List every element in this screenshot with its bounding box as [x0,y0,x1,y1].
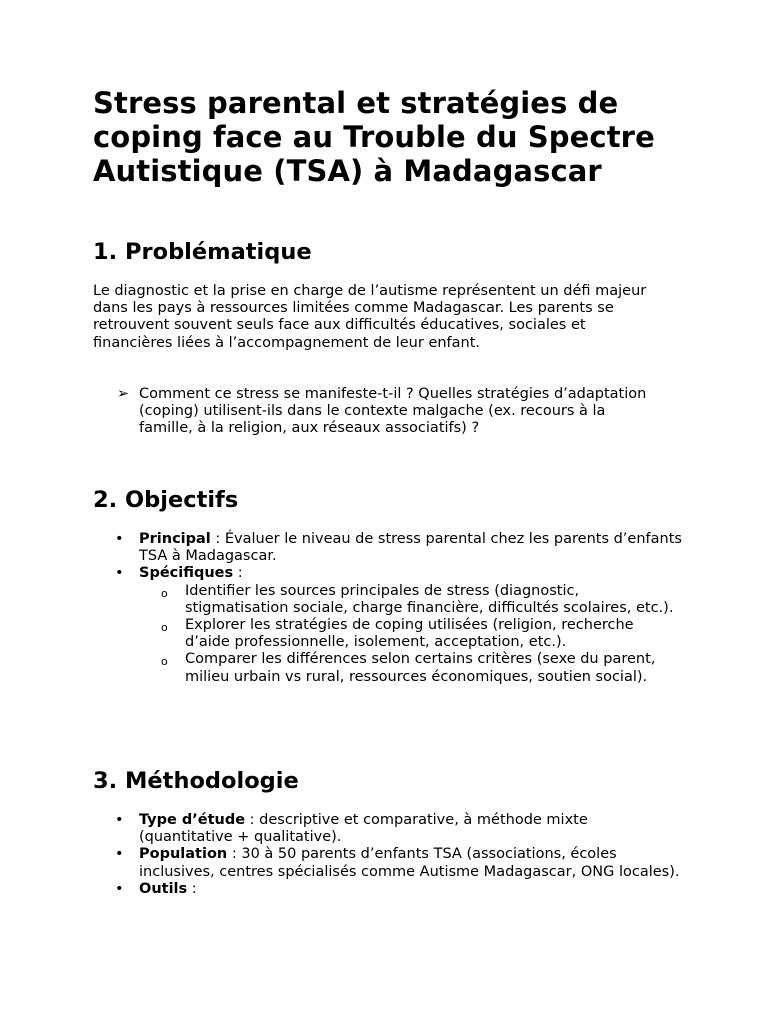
objectifs-list [93,531,683,686]
list-item-outils [93,881,683,898]
specifique-item-text: Comparer les différences selon certains critères (sexe du parent, milieu urbain vs rural, ressources économiques, soutien social). [185,651,656,685]
specifiques-text: : [233,565,243,582]
arrow-bullet-icon: ➢ [117,386,130,402]
specifiques-sublist [139,583,683,686]
section-heading-problematique: 1. Problématique [93,239,312,265]
problematique-question-item [93,386,653,438]
problematique-paragraph: Le diagnostic et la prise en charge de l’autisme représentent un défi majeur dans les pays à ressources limitées comme Madagascar. Les parents se retrouvent souvent seuls face aux difficultés éducatives, sociales et financières liées à l’accompagnement de leur enfant. [93,283,647,351]
specifique-item-text: Identifier les sources principales de stress (diagnostic, stigmatisation sociale, charge financière, difficultés scolaires, etc.). [185,582,674,616]
section-heading-objectifs: 2. Objectifs [93,487,239,513]
population-text: : 30 à 50 parents d’enfants TSA (associations, écoles inclusives, centres spécialisés comme Autisme Madagascar, ONG locales). [139,846,680,880]
circle-bullet-icon: o [161,655,168,669]
type-etude-label: Type d’étude [139,812,246,828]
bullet-icon: • [115,846,124,863]
outils-label: Outils [139,880,188,897]
circle-bullet-icon: o [161,586,168,600]
specifique-item-text: Explorer les stratégies de coping utilisées (religion, recherche d’aide professionnelle, isolement, acceptation, etc.). [185,617,634,651]
bullet-icon: • [115,880,124,897]
principal-label: Principal [139,531,211,547]
section-heading-methodologie: 3. Méthodologie [93,768,299,794]
principal-text: : Évaluer le niveau de stress parental chez les parents d’enfants TSA à Madagascar. [139,531,682,565]
list-item-principal [93,531,683,565]
bullet-icon: • [115,531,124,547]
problematique-question: Comment ce stress se manifeste-t-il ? Quelles stratégies d’adaptation (coping) utilisent-ils dans le contexte malgache (ex. recours à la famille, à la religion, aux réseaux associatifs) ? [139,386,647,437]
bullet-icon: • [115,812,124,828]
sub-list-item [139,583,683,617]
document-title: Stress parental et stratégies de coping face au Trouble du Spectre Autistique (TSA) à Madagascar [93,86,655,188]
list-item-specifiques [93,565,683,685]
specifiques-label: Spécifiques [139,565,234,582]
outils-text: : [187,880,197,897]
circle-bullet-icon: o [161,621,168,635]
type-etude-text: : descriptive et comparative, à méthode mixte (quantitative + qualitative). [139,812,588,846]
sub-list-item [139,651,683,685]
bullet-icon: • [115,565,124,582]
population-label: Population [139,846,228,863]
methodologie-list [93,812,683,898]
sub-list-item [139,617,683,651]
list-item-population [93,846,683,880]
list-item-type-etude [93,812,683,846]
